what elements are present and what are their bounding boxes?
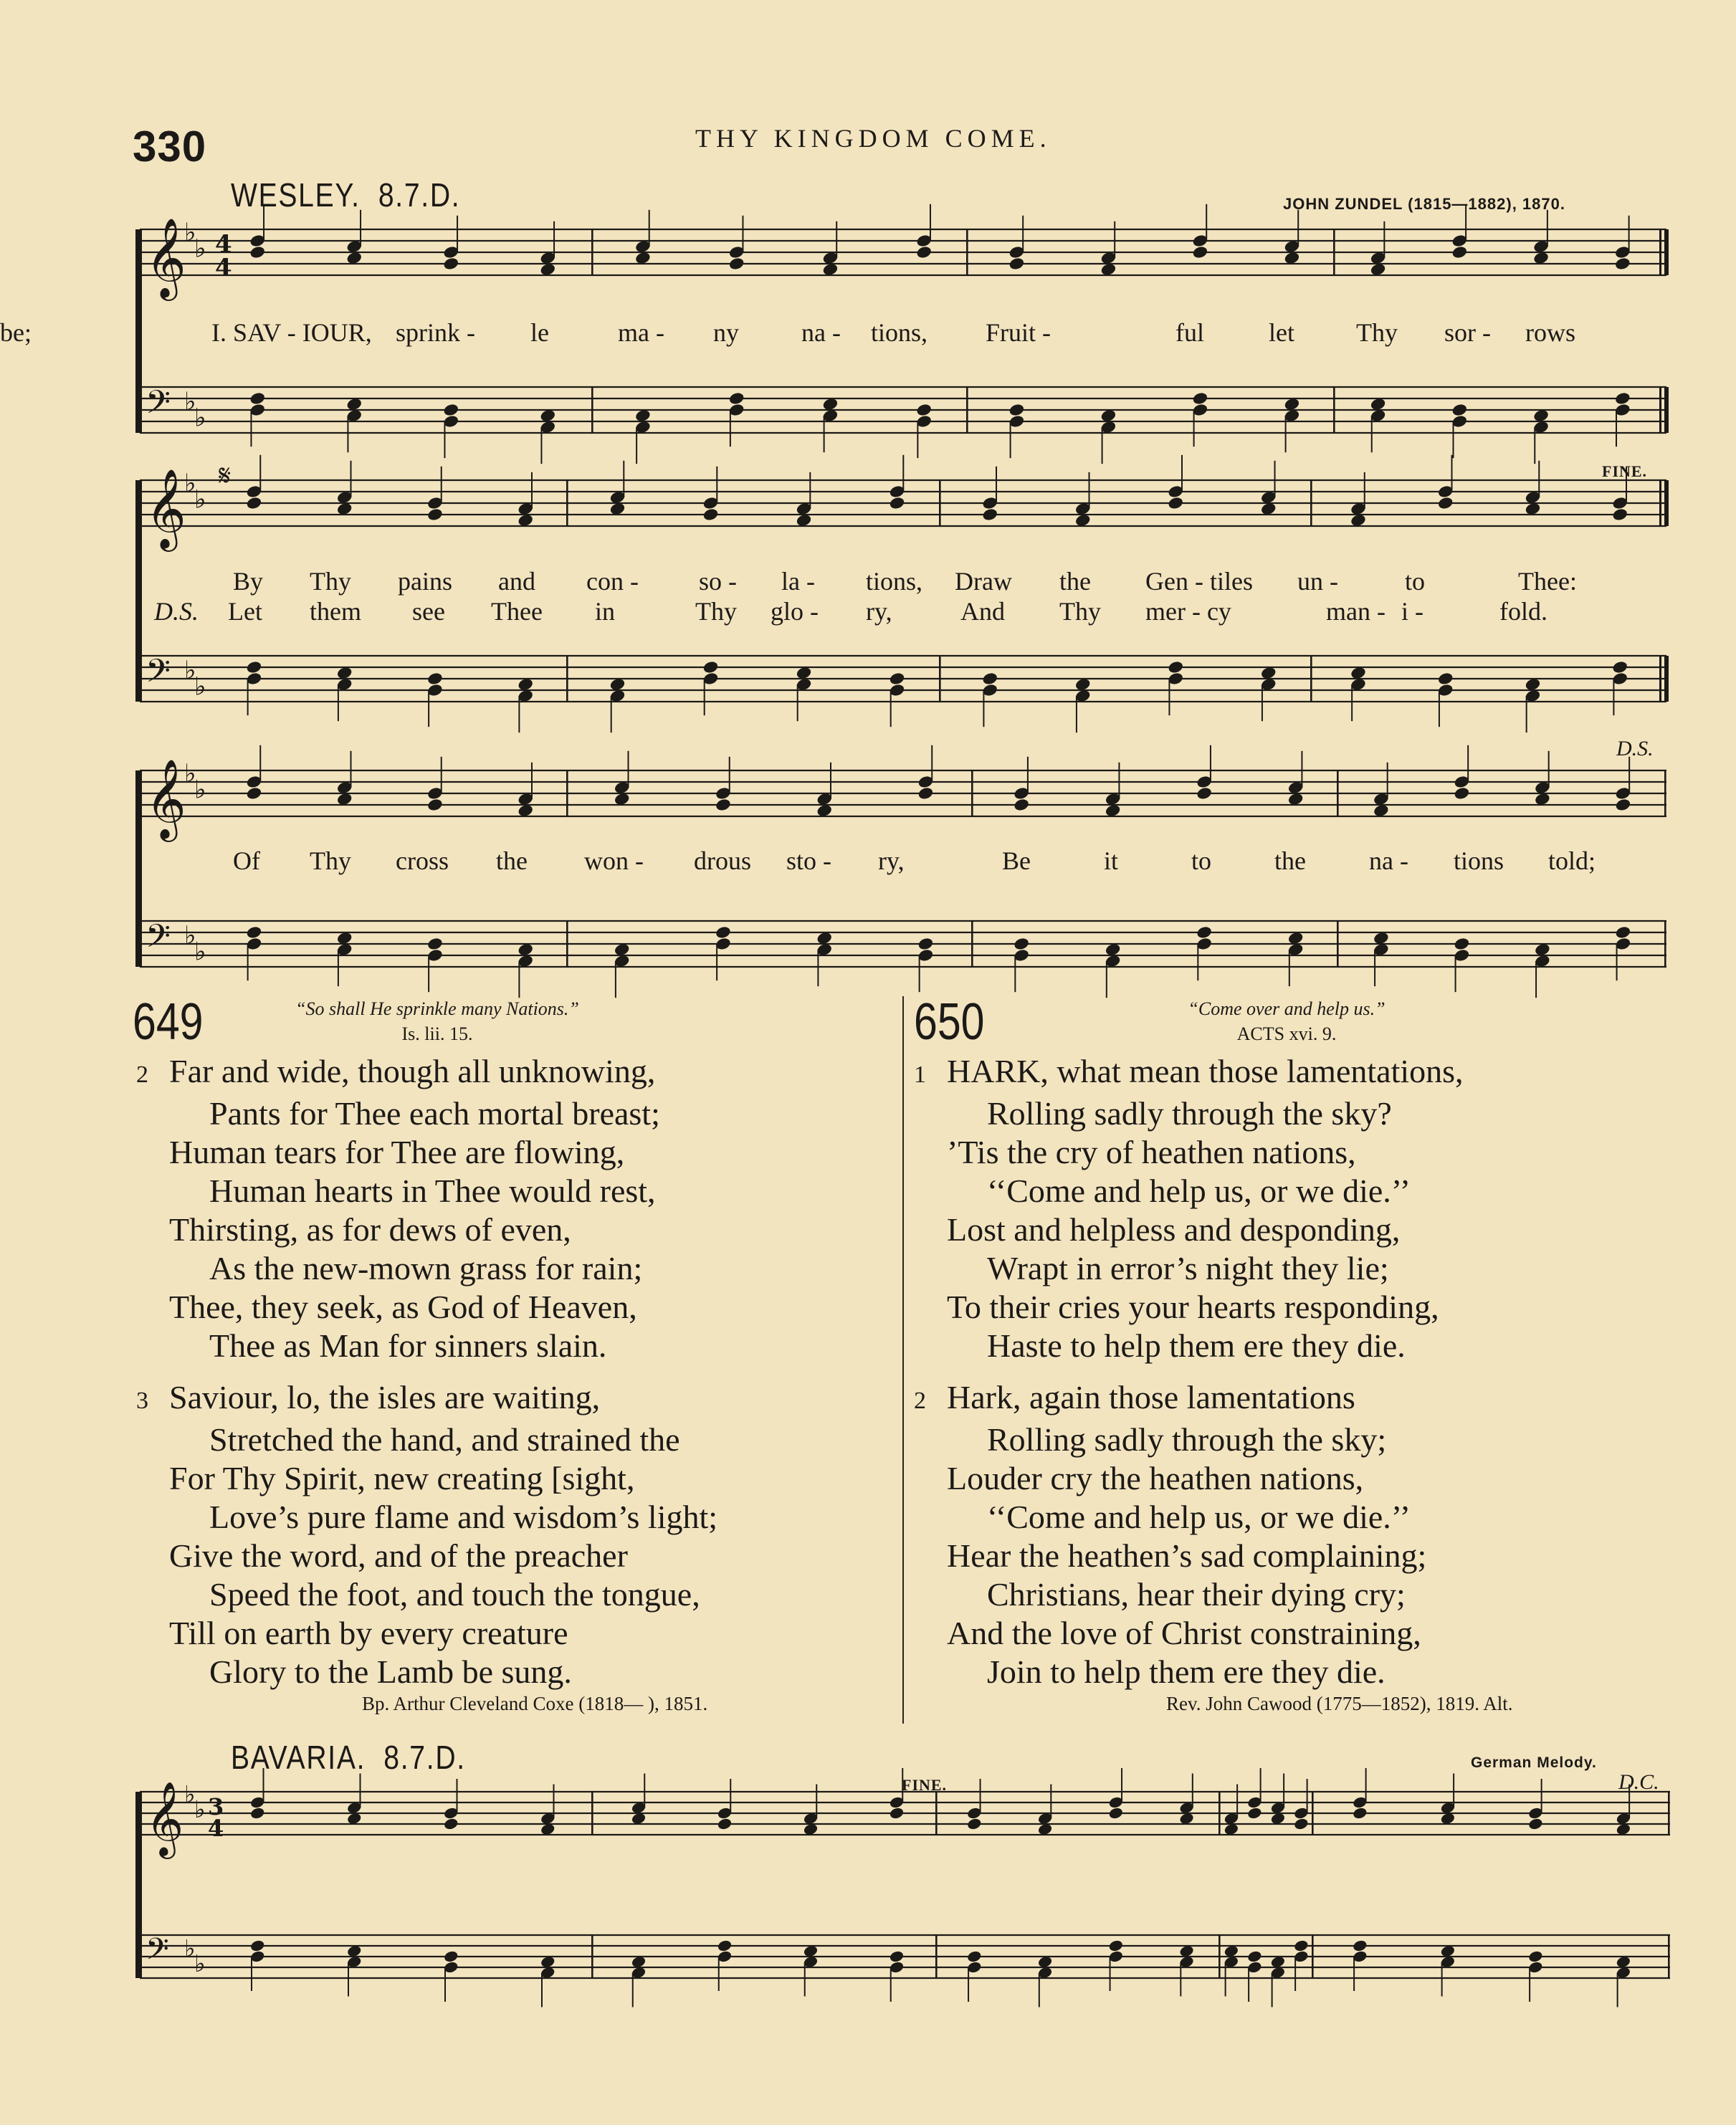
bar-line xyxy=(935,1935,938,1978)
lyric-syllable: tions, xyxy=(871,318,928,347)
note-head xyxy=(915,403,933,417)
attribution-649: Bp. Arthur Cleveland Coxe (1818— ), 1851. xyxy=(362,1693,708,1714)
verse-text: To their cries your hearts responding, xyxy=(947,1289,1439,1325)
verse-text: ‘‘Come and help us, or we die.’’ xyxy=(987,1499,1411,1535)
verse-text: Thee as Man for sinners slain. xyxy=(209,1327,607,1364)
verse-text: Glory to the Lamb be sung. xyxy=(209,1653,572,1690)
tune-name: BAVARIA. xyxy=(231,1739,366,1776)
note-head xyxy=(1246,1949,1262,1963)
bar-line xyxy=(1659,387,1661,433)
bass-clef: 𝄢 xyxy=(146,383,171,429)
note-head xyxy=(715,798,732,812)
note-head xyxy=(1451,245,1469,259)
lyric-syllable: told; xyxy=(1548,846,1596,875)
bass-clef: 𝄢 xyxy=(146,651,171,697)
lyric-syllable: Thy xyxy=(310,846,351,875)
note-head xyxy=(1454,786,1471,801)
lyric-syllable: And xyxy=(960,597,1005,626)
hymn-number-650: 650 xyxy=(914,993,985,1051)
bar-line xyxy=(939,656,941,702)
note-head xyxy=(981,507,998,522)
verse-line xyxy=(136,1459,717,1498)
note-head xyxy=(702,660,720,674)
flat-sign: ♭ xyxy=(184,387,196,416)
note-head xyxy=(426,798,444,812)
bar-line xyxy=(1668,1935,1670,1978)
composer-credit: JOHN ZUNDEL (1815—1882), 1870. xyxy=(1283,195,1565,213)
lyric-syllable: ry, xyxy=(866,597,892,626)
lyric-syllable: Thy xyxy=(695,597,737,626)
lyric-syllable: pains xyxy=(398,567,452,596)
time-signature: 3 xyxy=(208,1793,224,1820)
lyric-syllable: see xyxy=(412,597,445,626)
note-head xyxy=(717,1817,733,1830)
verse-line xyxy=(914,1172,1464,1210)
verse-text: And the love of Christ constraining, xyxy=(947,1615,1421,1651)
note-head xyxy=(1013,937,1030,951)
time-signature: 4 xyxy=(215,254,232,282)
bar-line xyxy=(1218,1935,1221,1978)
note-head xyxy=(1454,937,1471,951)
note-head xyxy=(702,507,720,522)
verse-text: For Thy Spirit, new creating [sight, xyxy=(169,1460,635,1496)
flat-sign: ♭ xyxy=(184,656,196,685)
lyric-syllable: le xyxy=(530,318,549,347)
lyric-syllable: be; xyxy=(0,318,32,347)
verse-number: 3 xyxy=(136,1388,148,1414)
note-head xyxy=(426,937,444,951)
verse-text: Christians, hear their dying cry; xyxy=(987,1576,1406,1613)
hymn-number-649: 649 xyxy=(133,993,204,1051)
bass-clef: 𝄢 xyxy=(146,1932,169,1974)
flat-sign: ♭ xyxy=(194,672,206,702)
flat-sign: ♭ xyxy=(194,1949,206,1977)
verse-line xyxy=(914,1327,1464,1365)
bar-line xyxy=(1664,229,1669,275)
note-head xyxy=(443,1817,459,1830)
verse-text: Thee, they seek, as God of Heaven, xyxy=(169,1289,637,1325)
segno-sign: 𝄋 xyxy=(219,459,232,492)
verse-text: HARK, what mean those lamentations, xyxy=(947,1053,1464,1089)
lyric-syllable: la - xyxy=(781,567,815,596)
system-brace xyxy=(135,480,142,702)
lyric-syllable: the xyxy=(1059,567,1091,596)
verse-line xyxy=(914,1575,1464,1614)
bar-line xyxy=(966,387,968,433)
verse-line xyxy=(914,1378,1464,1420)
flat-sign: ♭ xyxy=(184,1934,196,1962)
epigraph-650: “Come over and help us.” xyxy=(1188,998,1386,1019)
bar-line xyxy=(1337,921,1339,967)
lyric-syllable: rows xyxy=(1525,318,1575,347)
lyric-syllable: Thee xyxy=(491,597,543,626)
lyric-syllable: to xyxy=(1191,846,1212,875)
page-number: 330 xyxy=(133,123,207,171)
note-head xyxy=(1008,257,1026,271)
note-head xyxy=(1293,1817,1309,1830)
verse-text: Stretched the hand, and strained the xyxy=(209,1421,680,1458)
verse-text: Hark, again those lamentations xyxy=(947,1379,1355,1415)
lyric-syllable: Of xyxy=(233,846,260,875)
verse-line xyxy=(914,1498,1464,1537)
lyric-syllable: so - xyxy=(699,567,737,596)
verse-text: Human hearts in Thee would rest, xyxy=(209,1173,656,1209)
verse-line xyxy=(136,1614,717,1653)
verse-line xyxy=(914,1537,1464,1575)
flat-sign: ♭ xyxy=(184,218,196,247)
bar-line xyxy=(1664,387,1669,433)
bar-line xyxy=(1310,656,1312,702)
verse-text: Thirsting, as for dews of even, xyxy=(169,1211,571,1248)
composer-credit: German Melody. xyxy=(1471,1754,1597,1771)
verse-text: Rolling sadly through the sky; xyxy=(987,1421,1387,1458)
verse-text: Human tears for Thee are flowing, xyxy=(169,1134,625,1170)
verse-text: Hear the heathen’s sad complaining; xyxy=(947,1537,1427,1574)
verse-text: Lost and helpless and desponding, xyxy=(947,1211,1401,1248)
note-head xyxy=(246,786,263,801)
system-brace xyxy=(135,1792,142,1978)
running-title: THY KINGDOM COME. xyxy=(695,124,1051,153)
verse-line xyxy=(136,1420,717,1459)
bar-line xyxy=(1664,921,1666,967)
flat-sign: ♭ xyxy=(184,469,196,498)
lyric-syllable: ma - xyxy=(618,318,664,347)
lyric-syllable: it xyxy=(1104,846,1119,875)
reference-650: ACTS xvi. 9. xyxy=(1236,1023,1337,1044)
bar-line xyxy=(566,770,568,816)
verse-line xyxy=(914,1210,1464,1249)
note-head xyxy=(1437,672,1454,686)
verse-line xyxy=(914,1288,1464,1327)
note-head xyxy=(728,257,745,271)
fine-label: FINE. xyxy=(1602,462,1648,480)
verse-text: Pants for Thee each mortal breast; xyxy=(209,1095,660,1132)
verse-text: Love’s pure flame and wisdom’s light; xyxy=(209,1499,718,1535)
verse-line xyxy=(136,1133,717,1172)
verse-line xyxy=(136,1172,717,1210)
verse-text: ’Tis the cry of heathen nations, xyxy=(947,1134,1356,1170)
verse-number: 1 xyxy=(914,1061,926,1088)
note-head xyxy=(1527,1949,1543,1963)
note-head xyxy=(966,1949,982,1963)
system-brace xyxy=(135,770,142,967)
verse-line xyxy=(136,1249,717,1288)
note-head xyxy=(249,1806,265,1820)
verse-line xyxy=(136,1378,717,1420)
verse-text: Louder cry the heathen nations, xyxy=(947,1460,1364,1496)
verse-line xyxy=(914,1420,1464,1459)
lyric-syllable: fold. xyxy=(1499,597,1547,626)
verse-line xyxy=(914,1614,1464,1653)
note-head xyxy=(1192,245,1209,259)
note-head xyxy=(426,507,444,522)
note-head xyxy=(728,391,745,406)
verse-text: Saviour, lo, the isles are waiting, xyxy=(169,1379,601,1415)
verse-text: Wrapt in error’s night they lie; xyxy=(987,1250,1389,1286)
note-head xyxy=(1108,1939,1124,1952)
bar-line xyxy=(566,656,568,702)
verse-text: ‘‘Come and help us, or we die.’’ xyxy=(987,1173,1411,1209)
note-head xyxy=(889,672,906,686)
lyric-syllable: Thy xyxy=(1059,597,1101,626)
lyric-syllable: Draw xyxy=(955,567,1012,596)
note-head xyxy=(917,786,935,801)
ds-label: D.S. xyxy=(1616,737,1654,760)
note-head xyxy=(1615,925,1632,940)
lyric-syllable: won - xyxy=(584,846,644,875)
note-head xyxy=(442,403,459,417)
bar-line xyxy=(939,480,941,526)
bar-line xyxy=(971,770,973,816)
flat-sign: ♭ xyxy=(194,403,206,433)
verse-line xyxy=(136,1498,717,1537)
lyric-syllable: Thy xyxy=(310,567,351,596)
note-head xyxy=(1437,496,1454,510)
note-head xyxy=(1192,391,1209,406)
note-head xyxy=(1008,403,1026,417)
note-head xyxy=(889,496,906,510)
system-brace xyxy=(135,229,142,433)
note-head xyxy=(1611,660,1628,674)
epigraph-649: “So shall He sprinkle many Nations.” xyxy=(295,998,579,1019)
lyric-syllable: sprink - xyxy=(396,318,475,347)
note-head xyxy=(1167,660,1184,674)
lyric-syllable: the xyxy=(496,846,528,875)
note-head xyxy=(1013,798,1030,812)
verse-line xyxy=(914,1249,1464,1288)
verse-text: Rolling sadly through the sky? xyxy=(987,1095,1392,1132)
note-head xyxy=(1293,1939,1309,1952)
bar-line xyxy=(1659,480,1661,526)
note-head xyxy=(1167,496,1184,510)
note-head xyxy=(889,1949,905,1963)
note-head xyxy=(246,925,263,940)
note-head xyxy=(966,1817,982,1830)
note-head xyxy=(915,245,933,259)
note-head xyxy=(981,672,998,686)
bar-line xyxy=(966,229,968,275)
note-head xyxy=(249,391,266,406)
verse-number: 2 xyxy=(136,1061,148,1088)
note-head xyxy=(917,937,935,951)
hymn-649-text xyxy=(136,1052,717,1691)
note-head xyxy=(1196,925,1213,940)
bar-line xyxy=(1664,770,1666,816)
lyric-syllable: ry, xyxy=(878,846,905,875)
bar-line xyxy=(591,1792,593,1835)
note-head xyxy=(1352,1939,1368,1952)
flat-sign: ♭ xyxy=(194,775,206,805)
verse-text: Haste to help them ere they die. xyxy=(987,1327,1406,1364)
treble-clef: 𝄞 xyxy=(146,468,186,548)
note-head xyxy=(1614,391,1631,406)
verse-text: Give the word, and of the preacher xyxy=(169,1537,628,1574)
verse-line xyxy=(136,1327,717,1365)
column-divider xyxy=(902,996,904,1724)
flat-sign: ♭ xyxy=(194,937,206,967)
flat-sign: ♭ xyxy=(184,921,196,950)
note-head xyxy=(717,1939,733,1952)
verse-line xyxy=(914,1052,1464,1094)
note-head xyxy=(1196,786,1213,801)
bar-line xyxy=(1312,1792,1314,1835)
lyric-syllable: ny xyxy=(713,318,739,347)
flat-sign: ♭ xyxy=(184,759,196,788)
lyric-syllable: Thy xyxy=(1356,318,1398,347)
bar-line xyxy=(1333,387,1335,433)
verse-text: Far and wide, though all unknowing, xyxy=(169,1053,656,1089)
verse-number: 2 xyxy=(914,1388,926,1414)
bar-line xyxy=(1337,770,1339,816)
lyric-syllable: Gen - tiles xyxy=(1145,567,1253,596)
verse-line xyxy=(136,1653,717,1691)
note-head xyxy=(1611,507,1628,522)
flat-sign: ♭ xyxy=(194,1795,206,1823)
lyric-syllable: them xyxy=(310,597,361,626)
verse-text: As the new-mown grass for rain; xyxy=(209,1250,643,1286)
lyric-syllable: to xyxy=(1405,567,1426,596)
note-head xyxy=(1615,798,1632,812)
dc-label: D.C. xyxy=(1618,1770,1659,1794)
verse-line xyxy=(136,1537,717,1575)
verse-line xyxy=(914,1133,1464,1172)
lyric-syllable: and xyxy=(498,567,535,596)
lyric-syllable: Be xyxy=(1002,846,1031,875)
bar-line xyxy=(1659,229,1661,275)
lyric-syllable: Let xyxy=(228,597,262,626)
lyric-syllable: drous xyxy=(694,846,751,875)
bar-line xyxy=(1659,656,1661,702)
verse-text: Till on earth by every creature xyxy=(169,1615,568,1651)
bass-clef: 𝄢 xyxy=(146,917,171,963)
lyric-syllable: By xyxy=(233,567,264,596)
lyric-syllable: cross xyxy=(396,846,449,875)
attribution-650: Rev. John Cawood (1775—1852), 1819. Alt. xyxy=(1166,1693,1513,1714)
note-head xyxy=(1614,257,1631,271)
lyric-syllable: tions xyxy=(1454,846,1504,875)
note-head xyxy=(1451,403,1469,417)
lyric-syllable: con - xyxy=(586,567,639,596)
verse-line xyxy=(136,1094,717,1133)
lyric-syllable: sor - xyxy=(1444,318,1491,347)
note-head xyxy=(246,496,263,510)
tune-name: WESLEY. xyxy=(231,176,361,214)
verse-line xyxy=(136,1052,717,1094)
treble-clef: 𝄞 xyxy=(146,217,186,297)
verse-text: Speed the foot, and touch the tongue, xyxy=(209,1576,700,1613)
lyric-syllable: I. SAV - IOUR, xyxy=(211,318,372,347)
lyric-syllable: glo - xyxy=(771,597,819,626)
bar-line xyxy=(1664,656,1669,702)
verse-line xyxy=(136,1210,717,1249)
bar-line xyxy=(566,480,568,526)
bar-line xyxy=(566,921,568,967)
lyric-syllable: i - xyxy=(1401,597,1423,626)
lyric-syllable: ful xyxy=(1175,318,1204,347)
note-head xyxy=(889,1806,905,1820)
bar-line xyxy=(1218,1792,1221,1835)
lyric-syllable: man - xyxy=(1326,597,1386,626)
verse-line xyxy=(914,1094,1464,1133)
note-head xyxy=(1352,1806,1368,1820)
fine-label: FINE. xyxy=(902,1776,948,1794)
tune-title-bavaria xyxy=(231,1738,466,1777)
treble-clef: 𝄞 xyxy=(146,758,186,839)
bar-line xyxy=(1310,480,1312,526)
lyric-syllable: in xyxy=(595,597,616,626)
verse-line xyxy=(914,1653,1464,1691)
reference-649: Is. lii. 15. xyxy=(401,1023,473,1044)
bar-line xyxy=(1664,480,1669,526)
bar-line xyxy=(591,1935,593,1978)
lyric-syllable: sto - xyxy=(786,846,831,875)
time-signature: 4 xyxy=(208,1815,224,1842)
verse-line xyxy=(914,1459,1464,1498)
bar-line xyxy=(591,229,593,275)
note-head xyxy=(442,257,459,271)
note-head xyxy=(426,672,444,686)
bar-line xyxy=(1312,1935,1314,1978)
lyric-syllable: na - xyxy=(801,318,841,347)
lyric-syllable: Fruit - xyxy=(986,318,1051,347)
flat-sign: ♭ xyxy=(184,1780,196,1808)
bar-line xyxy=(1668,1792,1670,1835)
note-head xyxy=(246,660,263,674)
tune-meter: 8.7.D. xyxy=(378,176,461,214)
treble-clef: 𝄞 xyxy=(146,1781,184,1856)
lyric-syllable: un - xyxy=(1297,567,1338,596)
verse-text: Join to help them ere they die. xyxy=(987,1653,1386,1690)
lyric-syllable: let xyxy=(1269,318,1294,347)
verse-line xyxy=(136,1288,717,1327)
note-head xyxy=(1108,1806,1124,1820)
flat-sign: ♭ xyxy=(194,234,206,264)
hymn-650-text xyxy=(914,1052,1464,1691)
note-head xyxy=(715,925,732,940)
lyric-syllable: na - xyxy=(1369,846,1408,875)
tune-meter: 8.7.D. xyxy=(383,1739,466,1776)
note-head xyxy=(1246,1806,1262,1820)
note-head xyxy=(249,1939,265,1952)
lyric-syllable: the xyxy=(1274,846,1306,875)
note-head xyxy=(443,1949,459,1963)
time-signature: 4 xyxy=(215,230,232,259)
verse-line xyxy=(136,1575,717,1614)
note-head xyxy=(249,245,266,259)
note-head xyxy=(1527,1817,1543,1830)
ds-mark-lyric: D.S. xyxy=(154,597,199,626)
bar-line xyxy=(591,387,593,433)
bar-line xyxy=(1333,229,1335,275)
bar-line xyxy=(935,1792,938,1835)
flat-sign: ♭ xyxy=(194,484,206,515)
lyric-syllable: mer - cy xyxy=(1145,597,1231,626)
bar-line xyxy=(971,921,973,967)
lyric-syllable: Thee: xyxy=(1518,567,1577,596)
lyric-syllable: tions, xyxy=(866,567,923,596)
